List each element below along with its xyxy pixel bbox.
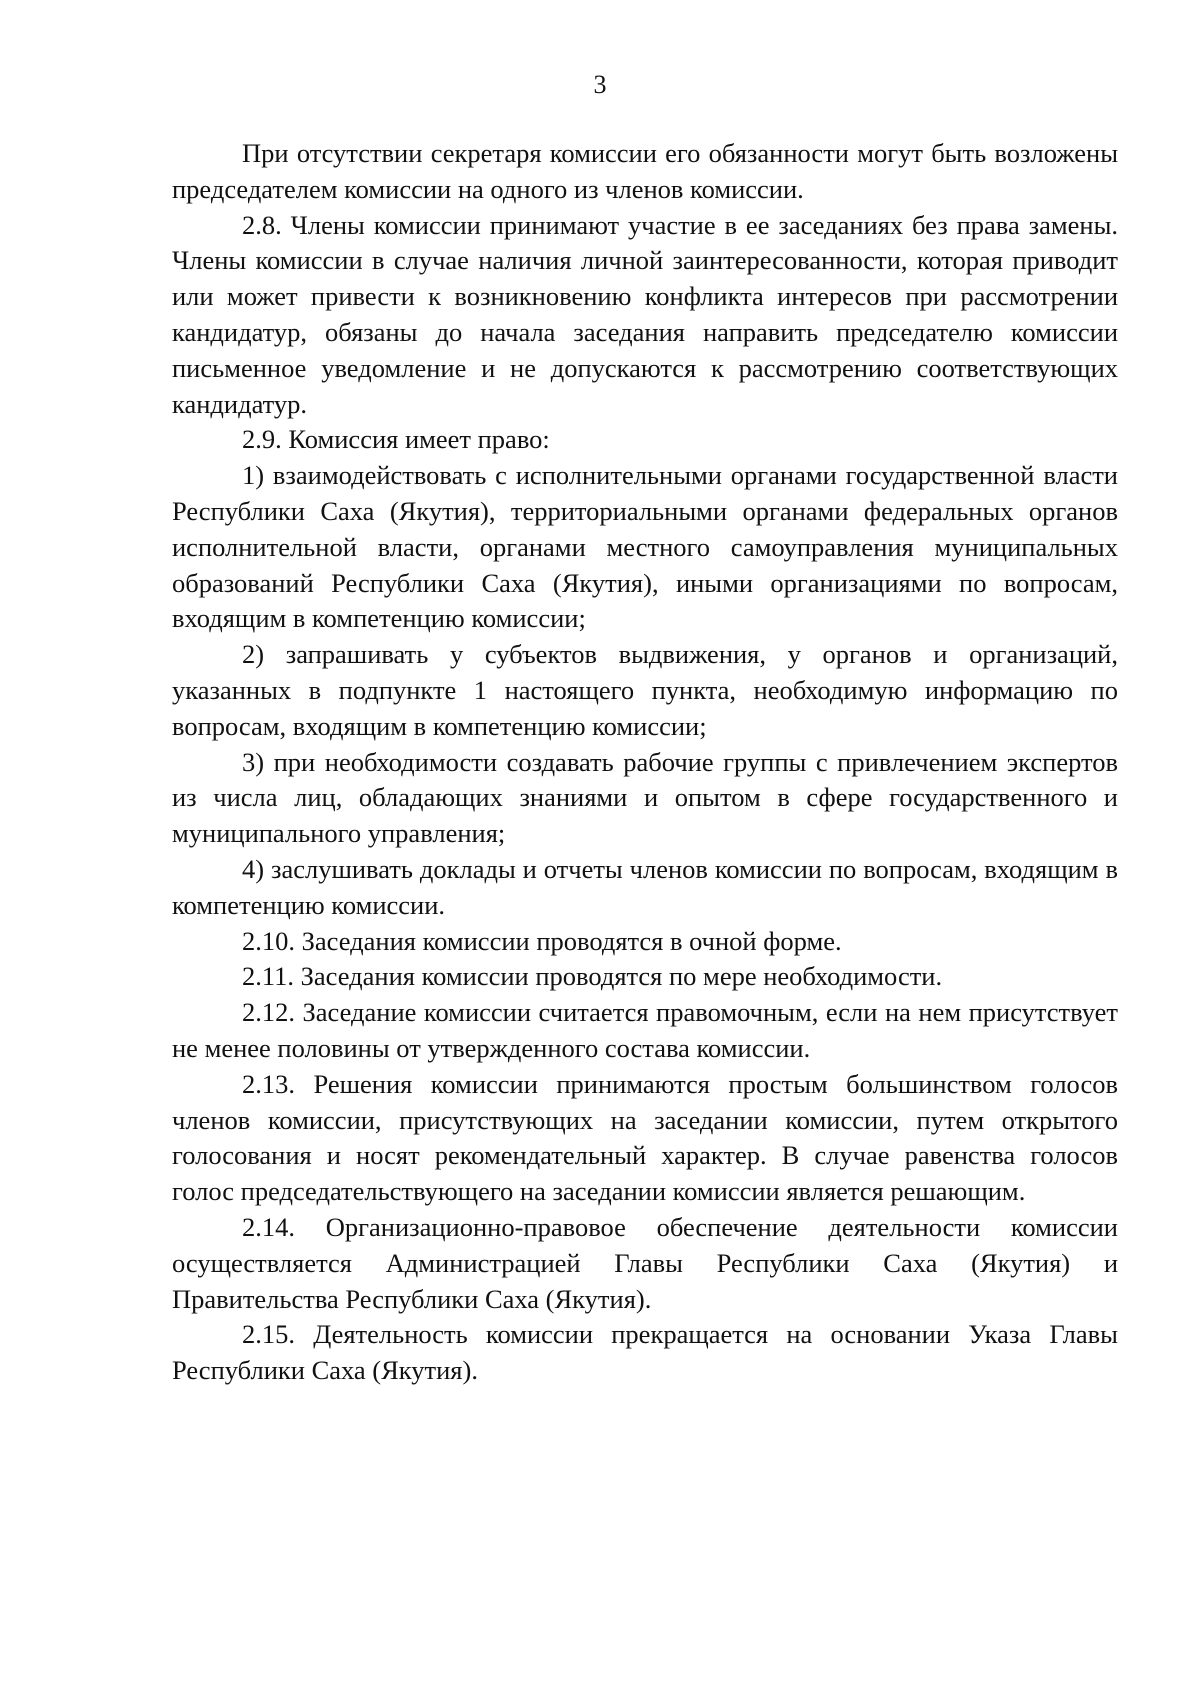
paragraph-2-15: 2.15. Деятельность комиссии прекращается на основании Указа Главы Республики Саха (Якутия).: [172, 1319, 1118, 1386]
paragraph-2-12: 2.12. Заседание комиссии считается правомочным, если на нем присутствует не менее половины от утвержденного состава комиссии.: [172, 997, 1118, 1063]
paragraph-2-10: 2.10. Заседания комиссии проводятся в очной форме.: [242, 925, 842, 956]
paragraph-2-8: 2.8. Члены комиссии принимают участие в ее заседаниях без права замены. Члены комиссии в случае наличия личной заинтересованности, которая приводит или может привести к возникновению конфликта интересов при рассмотрении кандидатур, обязаны до начала заседания направить председателю комиссии письменное уведомление и не допускаются к рассмотрению соответствующих кандидатур.: [172, 209, 1118, 419]
list-item-2: 2) запрашивать у субъектов выдвижения, у органов и организаций, указанных в подпункте 1 настоящего пункта, необходимую информацию по вопросам, входящим в компетенцию комиссии;: [172, 639, 1118, 741]
document-body: [172, 136, 1118, 1389]
list-item-4: 4) заслушивать доклады и отчеты членов комиссии по вопросам, входящим в компетенцию комиссии.: [172, 853, 1118, 920]
paragraph-2-9: 2.9. Комиссия имеет право:: [242, 424, 550, 455]
paragraph-2-13: 2.13. Решения комиссии принимаются простым большинством голосов членов комиссии, присутствующих на заседании комиссии, путем открытого голосования и носят рекомендательный характер. В случае равенства голосов голос председательствующего на заседании комиссии является решающим.: [172, 1068, 1118, 1207]
list-item-1: 1) взаимодействовать с исполнительными органами государственной власти Республики Саха (Якутия), территориальными органами федеральных органов исполнительной власти, органами местного самоуправления муниципальных образований Республики Саха (Якутия), иными организациями по вопросам, входящим в компетенцию комиссии;: [172, 460, 1118, 634]
list-item-3: 3) при необходимости создавать рабочие группы с привлечением экспертов из числа лиц, обладающих знаниями и опытом в сфере государственного и муниципального управления;: [172, 746, 1118, 849]
page-number: 3: [593, 70, 607, 99]
paragraph-2-11: 2.11. Заседания комиссии проводятся по мере необходимости.: [242, 961, 943, 992]
paragraph-secretary-absence: При отсутствии секретаря комиссии его обязанности могут быть возложены председателем комиссии на одного из членов комиссии.: [172, 138, 1118, 204]
paragraph-2-14: 2.14. Организационно-правовое обеспечение деятельности комиссии осуществляется Администрацией Главы Республики Саха (Якутия) и Правительства Республики Саха (Якутия).: [172, 1211, 1118, 1314]
